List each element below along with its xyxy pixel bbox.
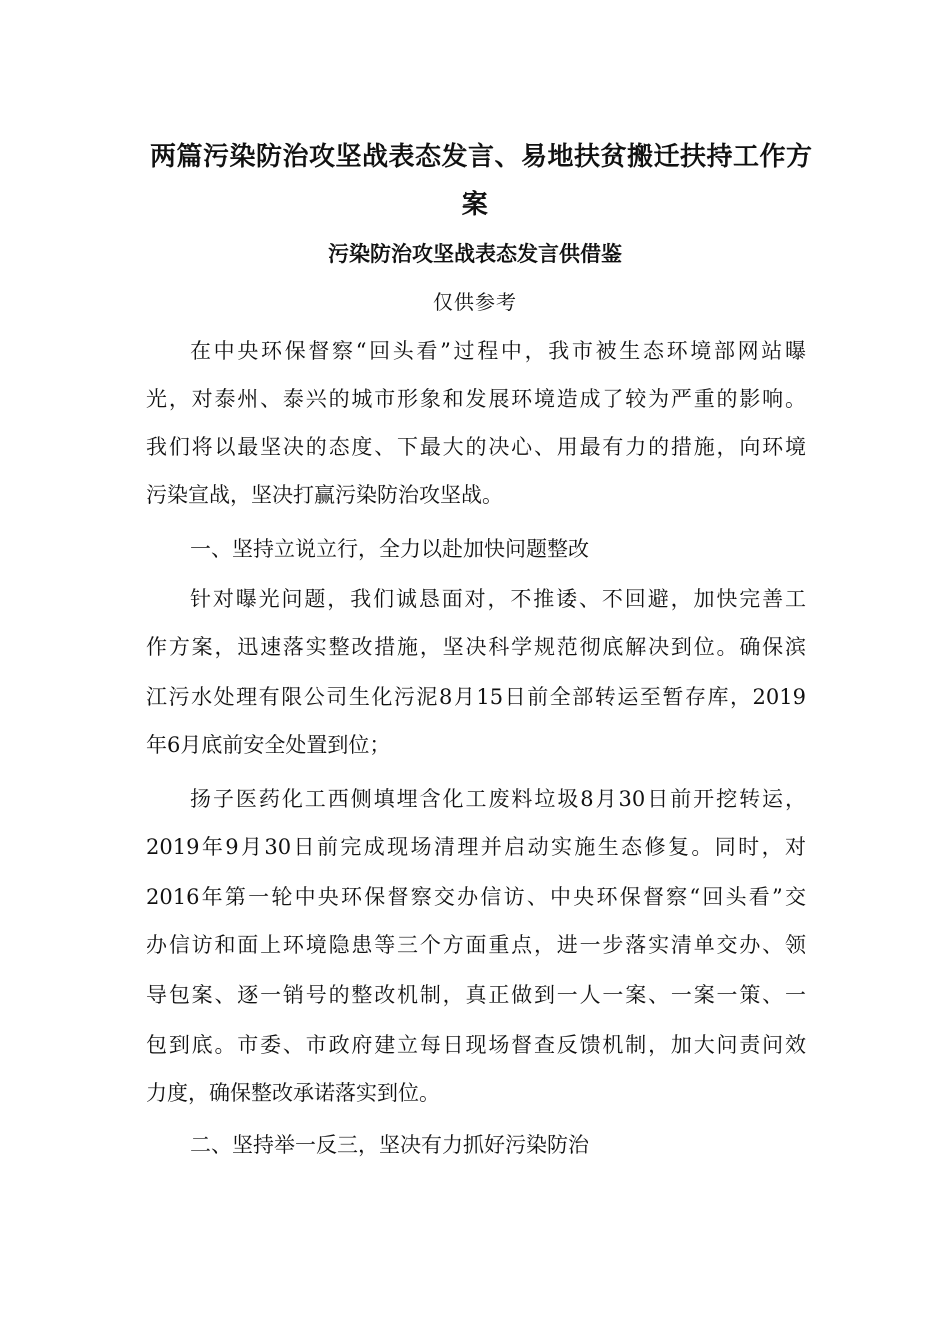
paragraph-line: 包到底。市委、市政府建立每日现场督查反馈机制，加大问责问效	[146, 1033, 806, 1057]
paragraph-line: 办信访和面上环境隐患等三个方面重点，进一步落实清单交办、领	[146, 933, 806, 957]
paragraph-line: 力度，确保整改承诺落实到位。	[146, 1081, 440, 1105]
paragraph-line: 针对曝光问题，我们诚恳面对，不推诿、不回避，加快完善工	[190, 587, 806, 611]
document-title-line-1: 两篇污染防治攻坚战表态发言、易地扶贫搬迁扶持工作方	[150, 142, 813, 172]
paragraph-line: 我们将以最坚决的态度、下最大的决心、用最有力的措施，向环境	[146, 435, 806, 459]
paragraph-line: 导包案、逐一销号的整改机制，真正做到一人一案、一案一策、一	[146, 983, 806, 1007]
paragraph-line: 2016年第一轮中央环保督察交办信访、中央环保督察“回头看”交	[146, 885, 806, 909]
reference-note: 仅供参考	[433, 290, 517, 314]
paragraph-line: 作方案，迅速落实整改措施，坚决科学规范彻底解决到位。确保滨	[146, 635, 806, 659]
section-heading-1: 一、坚持立说立行，全力以赴加快问题整改	[190, 537, 589, 561]
paragraph-line: 污染宣战，坚决打赢污染防治攻坚战。	[146, 483, 503, 507]
paragraph-line: 江污水处理有限公司生化污泥8月15日前全部转运至暂存库，2019	[146, 685, 806, 709]
paragraph-line: 在中央环保督察“回头看”过程中，我市被生态环境部网站曝	[190, 339, 806, 363]
paragraph-line: 2019年9月30日前完成现场清理并启动实施生态修复。同时，对	[146, 835, 806, 859]
document-subtitle: 污染防治攻坚战表态发言供借鉴	[328, 242, 622, 266]
paragraph-line: 光，对泰州、泰兴的城市形象和发展环境造成了较为严重的影响。	[146, 387, 806, 411]
paragraph-line: 扬子医药化工西侧填埋含化工废料垃圾8月30日前开挖转运，	[190, 787, 806, 811]
document-title-line-2: 案	[461, 190, 489, 220]
section-heading-2: 二、坚持举一反三，坚决有力抓好污染防治	[190, 1133, 589, 1157]
paragraph-line: 年6月底前安全处置到位；	[146, 733, 391, 757]
